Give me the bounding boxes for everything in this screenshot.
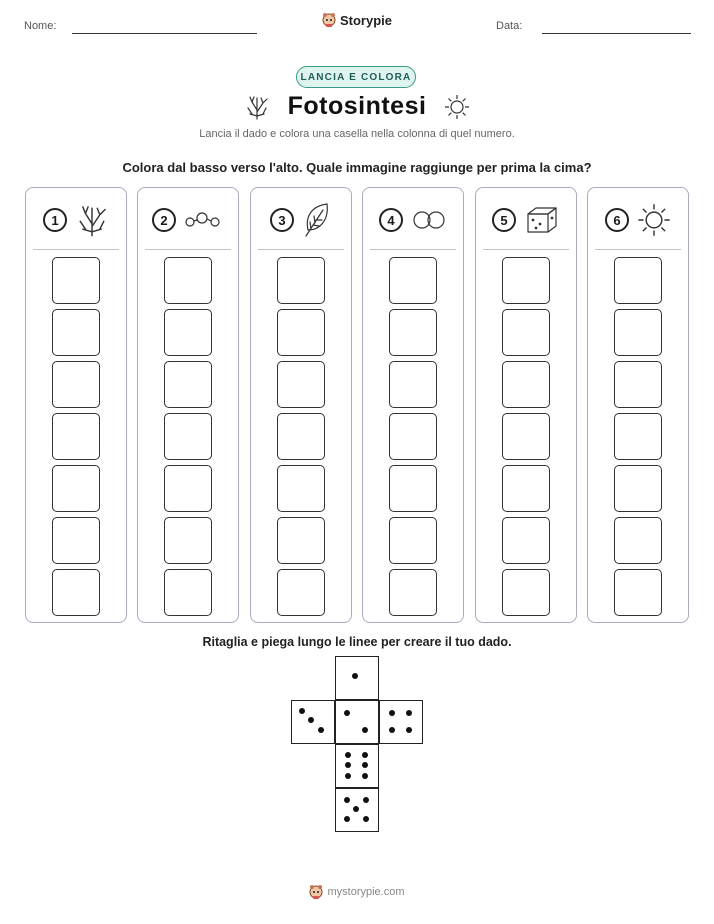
column-divider: [33, 249, 119, 250]
pip: [299, 708, 305, 714]
date-label: Data:: [496, 20, 523, 32]
pip: [345, 773, 351, 779]
color-cell[interactable]: [52, 413, 100, 460]
color-cell[interactable]: [52, 517, 100, 564]
color-cell[interactable]: [389, 361, 437, 408]
color-cell[interactable]: [52, 257, 100, 304]
column-number: 1: [43, 208, 67, 232]
coral-icon: [75, 203, 109, 237]
pip: [362, 752, 368, 758]
storypie-mascot-icon: [322, 12, 336, 28]
pip: [389, 710, 395, 716]
bubbles-icon: [411, 209, 447, 231]
color-cell[interactable]: [502, 361, 550, 408]
color-cell[interactable]: [277, 413, 325, 460]
pip: [308, 717, 314, 723]
column-number: 5: [492, 208, 516, 232]
sun-icon: [637, 203, 671, 237]
title-row: [0, 92, 714, 121]
color-cell[interactable]: [164, 569, 212, 616]
molecule-chain-icon: [184, 210, 224, 230]
color-cell[interactable]: [277, 517, 325, 564]
column-number: 6: [605, 208, 629, 232]
color-cell[interactable]: [614, 413, 662, 460]
color-cell[interactable]: [389, 413, 437, 460]
color-cell[interactable]: [52, 465, 100, 512]
pip: [362, 727, 368, 733]
color-cell[interactable]: [52, 569, 100, 616]
color-cell[interactable]: [502, 569, 550, 616]
pip: [344, 797, 350, 803]
pip: [352, 673, 358, 679]
die-face-2[interactable]: [335, 700, 379, 744]
name-label: Nome:: [24, 20, 57, 32]
pip: [363, 797, 369, 803]
color-cell[interactable]: [502, 309, 550, 356]
column-1: [25, 187, 127, 623]
color-cell[interactable]: [389, 517, 437, 564]
die-face-3[interactable]: [291, 700, 335, 744]
color-cell[interactable]: [502, 465, 550, 512]
leaf-icon: [302, 202, 332, 238]
color-cell[interactable]: [389, 309, 437, 356]
activity-badge: LANCIA E COLORA: [296, 66, 416, 88]
coral-icon: [244, 94, 270, 120]
name-line[interactable]: [72, 33, 257, 34]
brand-logo: [0, 12, 714, 33]
color-cell[interactable]: [52, 309, 100, 356]
column-divider: [370, 249, 456, 250]
pip: [362, 762, 368, 768]
color-cell[interactable]: [164, 257, 212, 304]
color-cell[interactable]: [164, 413, 212, 460]
color-cell[interactable]: [389, 569, 437, 616]
color-cell[interactable]: [614, 361, 662, 408]
pip: [353, 806, 359, 812]
color-cell[interactable]: [52, 361, 100, 408]
die-face-1[interactable]: [335, 656, 379, 700]
color-cell[interactable]: [277, 309, 325, 356]
footer: [0, 884, 714, 905]
column-number: 4: [379, 208, 403, 232]
instruction-bottom: Ritaglia e piega lungo le linee per creare il tuo dado.: [202, 635, 512, 649]
color-cell[interactable]: [614, 309, 662, 356]
footer-url[interactable]: mystorypie.com: [327, 886, 405, 898]
color-cell[interactable]: [502, 257, 550, 304]
die-face-6[interactable]: [335, 744, 379, 788]
pip: [344, 710, 350, 716]
color-cell[interactable]: [164, 465, 212, 512]
column-number: 3: [270, 208, 294, 232]
color-cell[interactable]: [277, 465, 325, 512]
pip: [362, 773, 368, 779]
brand-name: Storypie: [339, 12, 392, 28]
column-divider: [145, 249, 231, 250]
sugar-cube-icon: [524, 204, 560, 236]
color-cell[interactable]: [164, 517, 212, 564]
die-face-4[interactable]: [379, 700, 423, 744]
pip: [318, 727, 324, 733]
color-cell[interactable]: [502, 413, 550, 460]
pip: [406, 710, 412, 716]
column-3: [250, 187, 352, 623]
instruction-top: Colora dal basso verso l'alto. Quale immagine raggiunge per prima la cima?: [122, 160, 592, 175]
column-divider: [595, 249, 681, 250]
pip: [345, 752, 351, 758]
column-divider: [258, 249, 344, 250]
die-face-5[interactable]: [335, 788, 379, 832]
color-cell[interactable]: [389, 257, 437, 304]
color-cell[interactable]: [614, 465, 662, 512]
column-6: [587, 187, 689, 623]
color-cell[interactable]: [614, 517, 662, 564]
color-cell[interactable]: [277, 361, 325, 408]
pip: [363, 816, 369, 822]
color-cell[interactable]: [277, 569, 325, 616]
color-cell[interactable]: [164, 309, 212, 356]
color-cell[interactable]: [502, 517, 550, 564]
pip: [389, 727, 395, 733]
column-number: 2: [152, 208, 176, 232]
color-cell[interactable]: [277, 257, 325, 304]
pip: [345, 762, 351, 768]
color-cell[interactable]: [164, 361, 212, 408]
column-divider: [483, 249, 569, 250]
page-title: Fotosintesi: [287, 92, 427, 120]
pip: [406, 727, 412, 733]
color-cell[interactable]: [614, 257, 662, 304]
pip: [344, 816, 350, 822]
column-4: [362, 187, 464, 623]
color-cell[interactable]: [389, 465, 437, 512]
storypie-mascot-icon: [309, 884, 323, 900]
color-cell[interactable]: [614, 569, 662, 616]
date-line[interactable]: [542, 33, 691, 34]
subtitle: Lancia il dado e colora una casella nella colonna di quel numero.: [199, 128, 515, 140]
column-5: [475, 187, 577, 623]
column-2: [137, 187, 239, 623]
sun-icon: [444, 94, 470, 120]
